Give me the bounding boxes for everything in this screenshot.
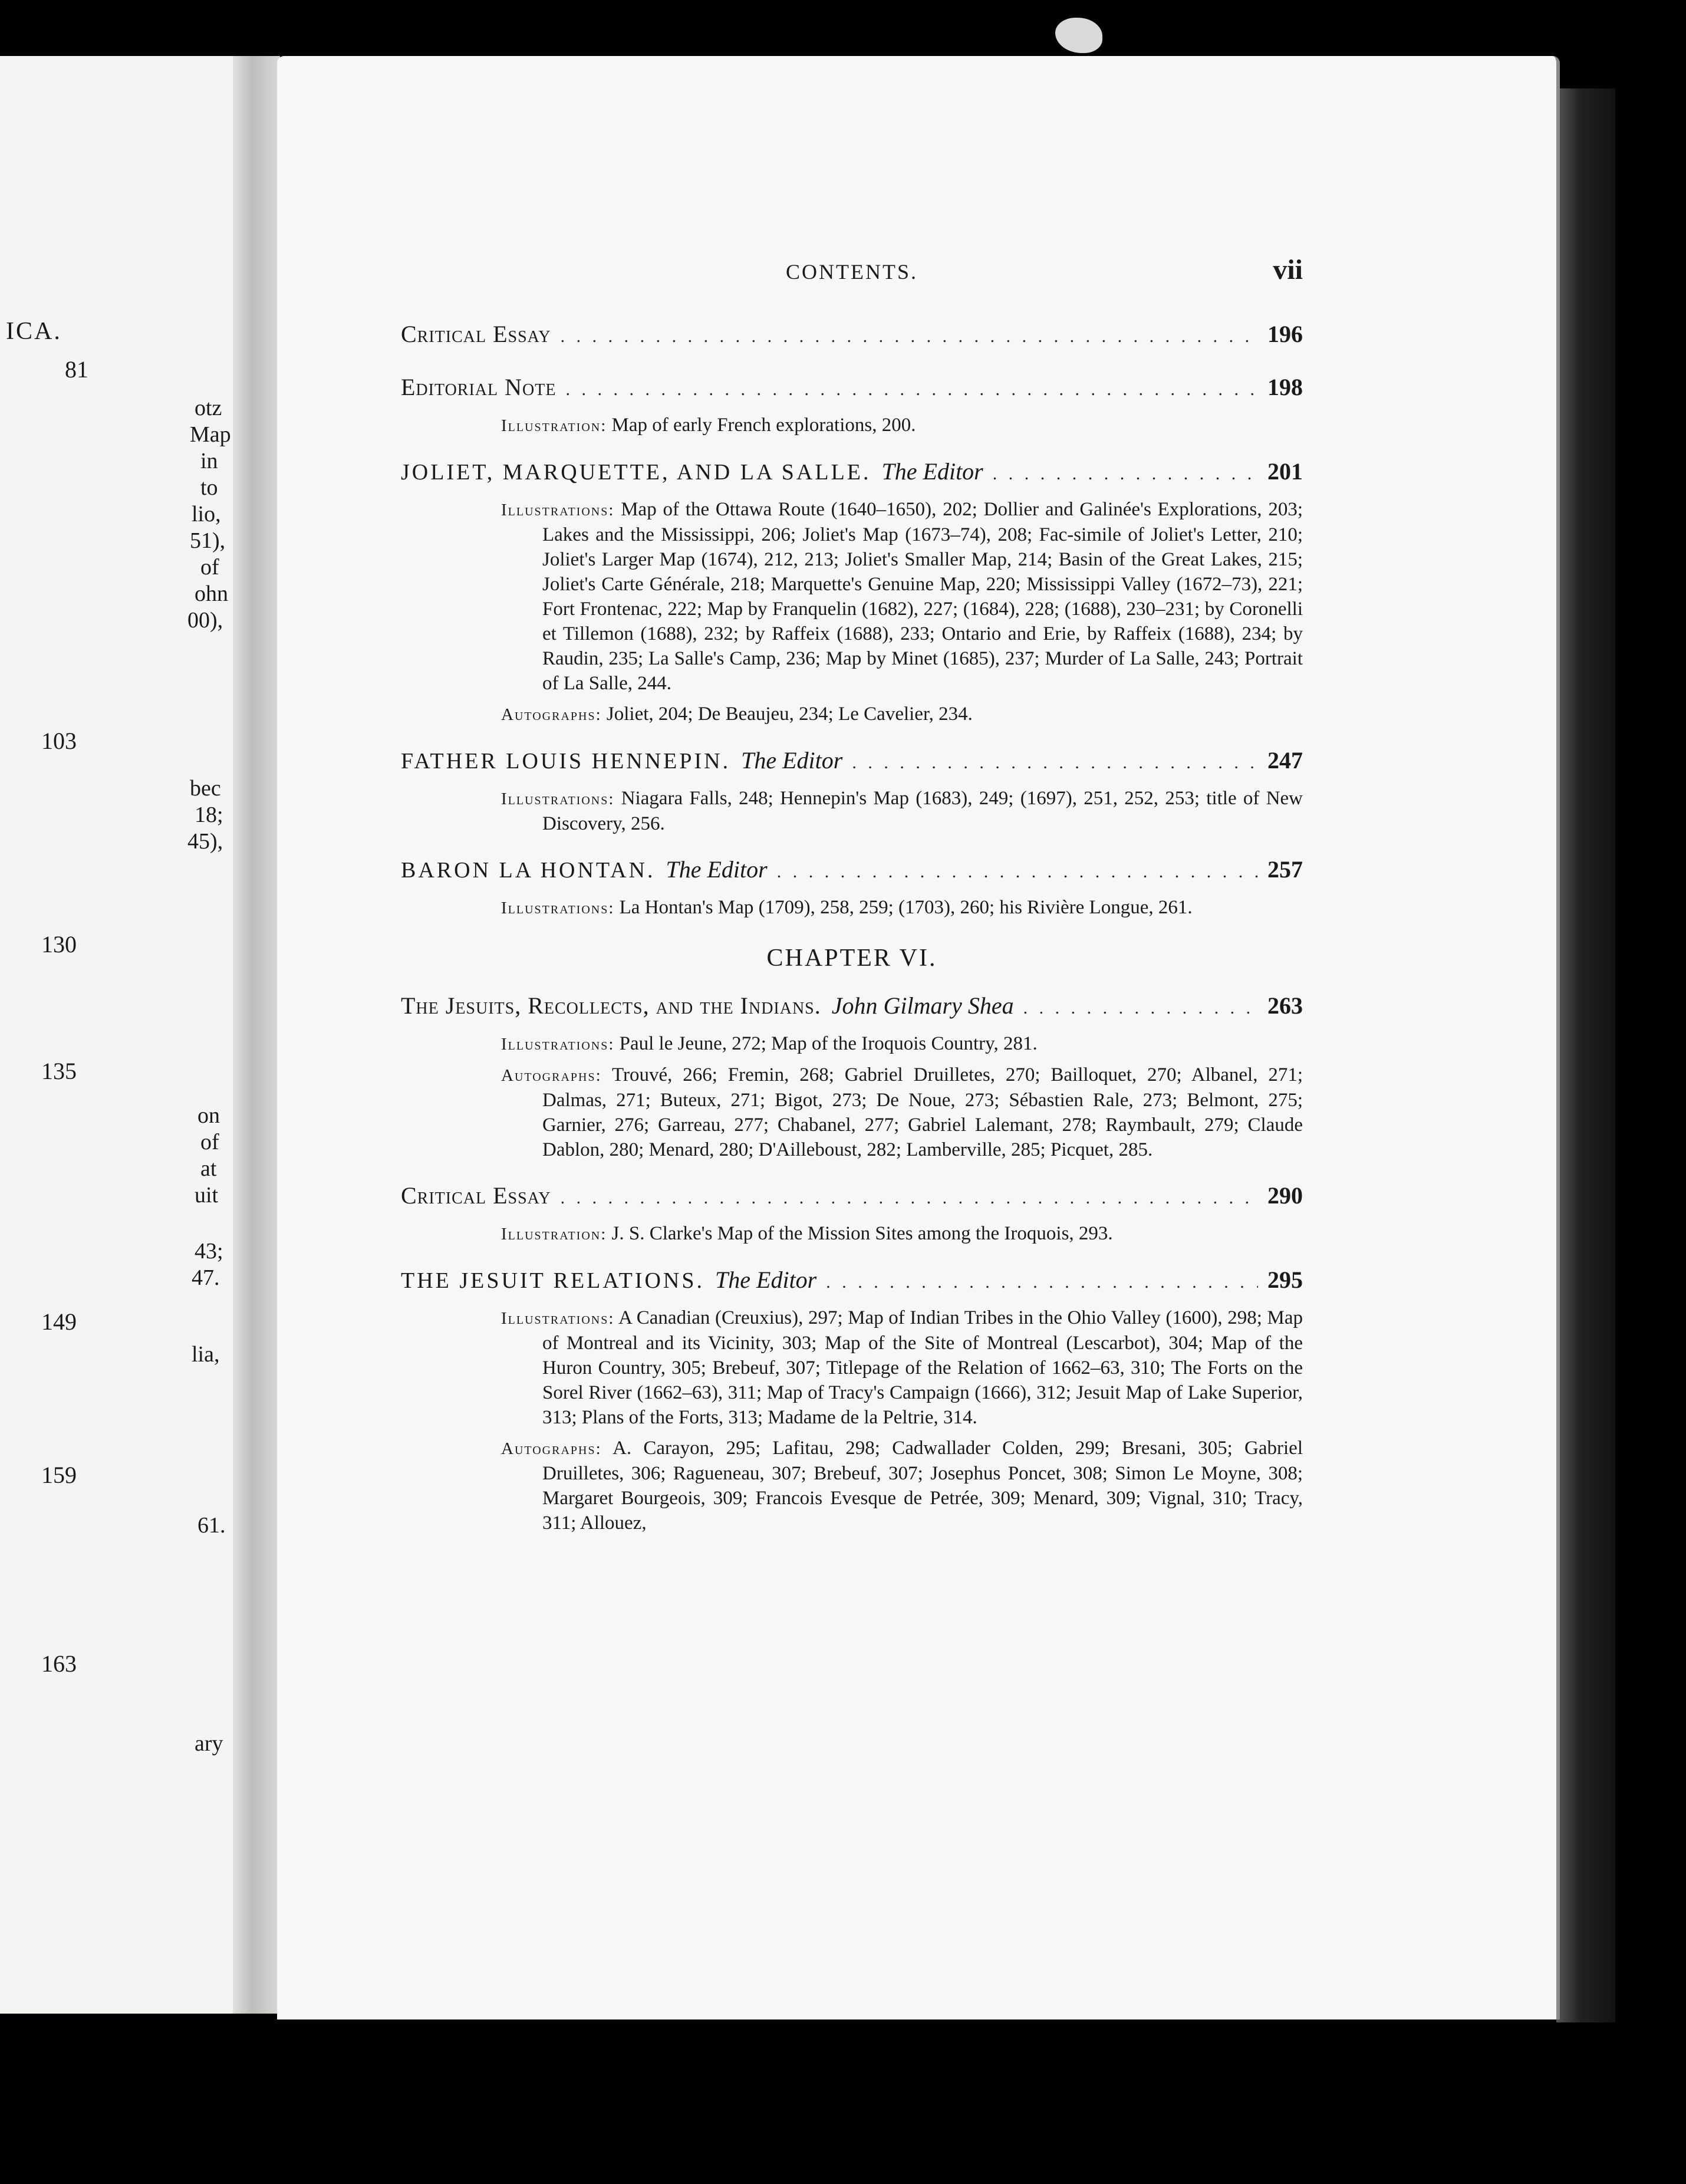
left-fragment: 61. [197, 1513, 226, 1538]
toc-entry [401, 853, 1303, 920]
subitem-text: Joliet, 204; De Beaujeu, 234; Le Cavelier, 234. [606, 703, 973, 725]
entry-subitems [501, 786, 1303, 836]
subitem-kind: Autographs: [501, 1439, 602, 1458]
toc-entry-line [401, 370, 1303, 407]
left-fragment: lio, [192, 502, 221, 527]
entry-subitems [501, 1221, 1303, 1246]
entry-author: John Gilmary Shea [831, 992, 1014, 1019]
left-fragment: ICA. [6, 318, 62, 345]
left-fragment: ohn [195, 581, 228, 606]
subitem-kind: Illustration: [501, 416, 607, 435]
left-fragment: Map [190, 422, 231, 447]
subitem-text: Trouvé, 266; Fremin, 268; Gabriel Druilletes, 270; Bailloquet, 270; Albanel, 271; Dalmas, 271; Buteux, 271; Bigot, 273; De Noue, 273; Sébastien Rale, 273; Belmont, 275; Garnier, 276; Garreau, 277; Chabanel, 277; Gabriel Lalemant, 278; Raymbault, 279; Claude Dablon, 280; Menard, 280; D'Ailleboust, 282; Lamberville, 285; Picquet, 285. [542, 1064, 1303, 1160]
subitem-kind: Autographs: [501, 1066, 602, 1085]
entry-subitems [501, 1031, 1303, 1057]
left-fragment: uit [195, 1183, 219, 1208]
left-fragment: 45), [187, 829, 223, 854]
toc-entry-line [401, 455, 1303, 491]
toc-entry-line [401, 317, 1303, 354]
subitem-text: La Hontan's Map (1709), 258, 259; (1703), 260; his Rivière Longue, 261. [619, 897, 1193, 918]
left-fragment: 47. [192, 1265, 220, 1290]
entry-page-number: 257 [1267, 856, 1303, 883]
page-blemish [1055, 18, 1102, 53]
subitem-kind: Illustration: [501, 1225, 607, 1244]
chapter-heading: CHAPTER VI. [766, 945, 937, 972]
subitem-kind: Illustrations: [501, 899, 615, 917]
entry-page-number: 196 [1267, 321, 1303, 347]
left-fragment: in [200, 449, 218, 473]
left-fragment: at [200, 1156, 217, 1181]
running-header [401, 254, 1303, 301]
toc-entry-line [401, 1263, 1303, 1300]
running-title: CONTENTS. [786, 260, 918, 284]
subitem-text: Map of early French explorations, 200. [611, 415, 916, 436]
previous-page-fragment [0, 56, 235, 2014]
entry-subitems [501, 1436, 1303, 1535]
entry-subitems [501, 497, 1303, 696]
subitem-kind: Illustrations: [501, 1035, 615, 1054]
entry-page-number: 247 [1267, 747, 1303, 774]
subitem-kind: Illustrations: [501, 790, 615, 808]
subitem-kind: Autographs: [501, 705, 602, 724]
left-fragment: 18; [195, 802, 223, 827]
dot-leader [993, 457, 1258, 491]
toc-entry [401, 744, 1303, 836]
entry-subitems [501, 702, 1303, 727]
dot-leader [561, 320, 1258, 354]
entry-page-number: 198 [1267, 374, 1303, 400]
subitem-text: Paul le Jeune, 272; Map of the Iroquois Country, 281. [619, 1033, 1038, 1054]
toc-entry-line [401, 1179, 1303, 1215]
left-fragment: 130 [41, 931, 77, 958]
entry-title: JOLIET, MARQUETTE, AND LA SALLE. [401, 460, 871, 485]
dot-leader [565, 373, 1258, 407]
left-fragment: ary [195, 1731, 223, 1756]
page-edge-shadow [1556, 88, 1615, 2022]
toc-entry [401, 455, 1303, 727]
left-fragment: 103 [41, 728, 77, 754]
entry-page-number: 295 [1267, 1267, 1303, 1293]
left-fragment: 51), [190, 528, 226, 553]
subitem-kind: Illustrations: [501, 1309, 615, 1328]
toc-entry [401, 317, 1303, 354]
entry-author: The Editor [715, 1267, 817, 1293]
contents-list [401, 254, 1303, 1535]
entry-title: BARON LA HONTAN. [401, 858, 656, 883]
subitem-kind: Illustrations: [501, 501, 615, 519]
left-fragment: of [200, 1130, 219, 1155]
dot-leader [852, 746, 1258, 780]
dot-leader [1023, 991, 1258, 1025]
entry-subitems [501, 1305, 1303, 1430]
entry-title: Editorial Note [401, 374, 556, 400]
subitem-text: Map of the Ottawa Route (1640–1650), 202; Dollier and Galinée's Explorations, 203; Lakes and the Mississippi, 206; Joliet's Map (1673–74), 208; Fac-simile of Joliet's Letter, 210; Joliet's Larger Map (1674), 212, 213; Joliet's Smaller Map, 214; Basin of the Great Lakes, 215; Joliet's Carte Générale, 218; Marquette's Genuine Map, 220; Mississippi Valley (1672–73), 221; Fort Frontenac, 222; Map by Franquelin (1682), 227; (1684), 228; (1688), 230–231; by Coronelli et Tillemon (1688), 232; by Raffeix (1688), 233; Ontario and Erie, by Raffeix (1688), 234; by Raudin, 235; La Salle's Camp, 236; Map by Minet (1685), 237; Murder of La Salle, 243; Portrait of La Salle, 244. [542, 499, 1303, 694]
toc-entry [401, 370, 1303, 438]
left-fragment: bec [190, 776, 221, 801]
entry-page-number: 201 [1267, 458, 1303, 485]
left-fragment: 135 [41, 1058, 77, 1084]
left-fragment: 43; [195, 1239, 223, 1264]
subitem-text: J. S. Clarke's Map of the Mission Sites among the Iroquois, 293. [611, 1223, 1113, 1244]
entry-title: Critical Essay [401, 1182, 551, 1209]
toc-entry-line [401, 989, 1303, 1025]
subitem-text: A. Carayon, 295; Lafitau, 298; Cadwallader Colden, 299; Bresani, 305; Gabriel Druilletes, 306; Ragueneau, 307; Brebeuf, 307; Josephus Poncet, 308; Simon Le Moyne, 308; Margaret Bourgeois, 309; Francois Evesque de Petrée, 309; Menard, 309; Vignal, 310; Tracy, 311; Allouez, [542, 1438, 1303, 1534]
toc-entry [401, 1263, 1303, 1535]
dot-leader [826, 1265, 1258, 1300]
left-fragment: of [200, 555, 219, 580]
subitem-text: A Canadian (Creuxius), 297; Map of Indian Tribes in the Ohio Valley (1600), 298; Map of Montreal and its Vicinity, 303; Map of the Site of Montreal (Lescarbot), 304; Map of the Huron Country, 305; Brebeuf, 307; Titlepage of the Relation of 1662–63, 310; The Forts on the Sorel River (1662–63), 311; Map of Tracy's Campaign (1666), 312; Jesuit Map of Lake Superior, 313; Plans of the Forts, 313; Madame de la Peltrie, 314. [542, 1307, 1303, 1428]
entry-author: The Editor [881, 458, 983, 485]
toc-entry [401, 989, 1303, 1162]
left-fragment: on [197, 1103, 220, 1128]
entry-author: The Editor [666, 856, 768, 883]
entry-title: THE JESUIT RELATIONS. [401, 1268, 705, 1293]
left-fragment: 159 [41, 1462, 77, 1488]
left-fragment: lia, [192, 1342, 220, 1367]
dot-leader [777, 855, 1258, 889]
dot-leader [561, 1181, 1258, 1215]
left-fragment: otz [195, 396, 222, 420]
entry-subitems [501, 413, 1303, 438]
left-fragment: 149 [41, 1308, 77, 1335]
entry-subitems [501, 1063, 1303, 1162]
entry-subitems [501, 895, 1303, 920]
entry-page-number: 290 [1267, 1182, 1303, 1209]
entry-page-number: 263 [1267, 992, 1303, 1019]
book-gutter [233, 56, 280, 2014]
entry-title: The Jesuits, Recollects, and the Indians. [401, 992, 821, 1019]
subitem-text: Niagara Falls, 248; Hennepin's Map (1683), 249; (1697), 251, 252, 253; title of New Discovery, 256. [542, 788, 1303, 834]
left-fragment: 163 [41, 1650, 77, 1677]
left-fragment: 00), [187, 608, 223, 633]
entry-author: The Editor [741, 747, 843, 774]
toc-entry [401, 1179, 1303, 1246]
page-number: vii [1273, 254, 1303, 285]
entry-title: Critical Essay [401, 321, 551, 347]
toc-entry-line [401, 744, 1303, 780]
entry-title: FATHER LOUIS HENNEPIN. [401, 749, 731, 774]
toc-entry-line [401, 853, 1303, 889]
left-fragment: 81 [65, 356, 88, 383]
left-fragment: to [200, 475, 218, 500]
